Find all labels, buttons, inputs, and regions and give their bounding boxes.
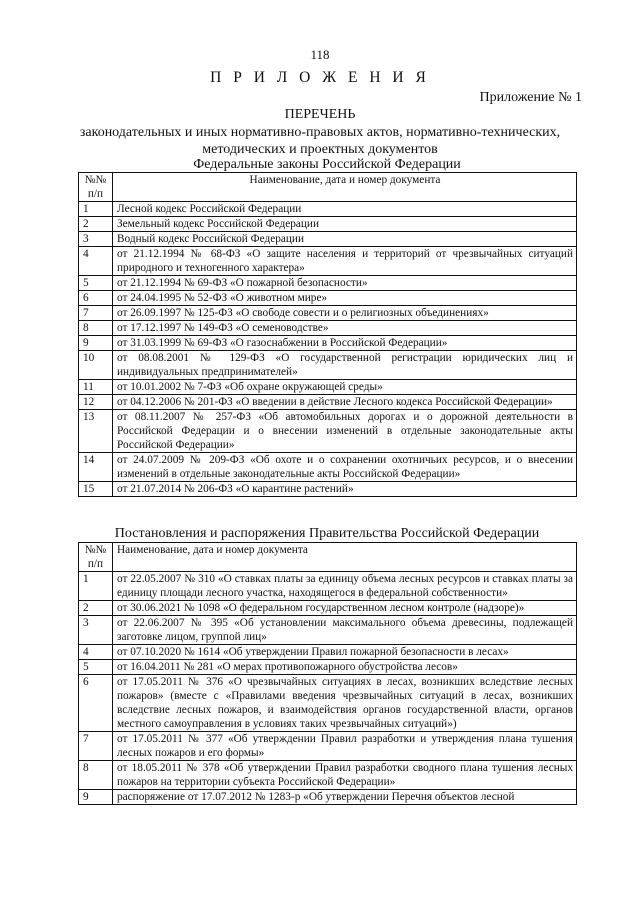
government-resolutions-heading: Постановления и распоряжения Правительства Российской Федерации [114, 526, 540, 541]
row-number: 4 [79, 247, 113, 276]
table-row [79, 732, 577, 761]
table-row [79, 645, 577, 660]
table-row [79, 790, 577, 805]
appendices-title: П Р И Л О Ж Е Н И Я [210, 69, 430, 86]
table-row [79, 572, 577, 601]
table-row [79, 395, 577, 410]
document-name: от 04.12.2006 № 201-ФЗ «О введении в действие Лесного кодекса Российской Федерации» [113, 395, 577, 410]
list-subtitle: законодательных и иных нормативно-правовых актов, нормативно-технических, методических и проектных документов [79, 125, 561, 157]
row-number: 9 [79, 790, 113, 805]
row-number: 11 [79, 380, 113, 395]
row-number: 3 [79, 232, 113, 247]
page-number: 118 [310, 47, 330, 62]
document-name: от 24.07.2009 № 209-ФЗ «Об охоте и о сохранении охотничьих ресурсов, и о внесении изменений в отдельные законодательные акты Российской Федерации» [113, 453, 577, 482]
row-number: 9 [79, 336, 113, 351]
table-row [79, 410, 577, 453]
row-number: 5 [79, 660, 113, 675]
row-number: 1 [79, 572, 113, 601]
document-name: от 22.05.2007 № 310 «О ставках платы за единицу объема лесных ресурсов и ставках платы за единицу площади лесного участка, находящегося в федеральной собственности» [113, 572, 577, 601]
document-name: от 22.06.2007 № 395 «Об установлении максимального объема древесины, подлежащей заготовке лицом, группой лиц» [113, 616, 577, 645]
column-header-number: №№ п/п [79, 173, 113, 202]
document-name: от 07.10.2020 № 1614 «Об утверждении Правил пожарной безопасности в лесах» [113, 645, 577, 660]
table-row [79, 601, 577, 616]
row-number: 7 [79, 732, 113, 761]
table-row [79, 336, 577, 351]
table-row [79, 675, 577, 732]
table-row [79, 616, 577, 645]
row-number: 1 [79, 202, 113, 217]
table-header-row [79, 543, 577, 572]
document-name: распоряжение от 17.07.2012 № 1283-р «Об утверждении Перечня объектов лесной [113, 790, 577, 805]
column-header-name: Наименование, дата и номер документа [113, 543, 577, 572]
document-name: от 18.05.2011 № 378 «Об утверждении Правил разработки сводного плана тушения лесных пожаров на территории субъекта Российской Федерации» [113, 761, 577, 790]
federal-laws-rows [79, 202, 577, 497]
column-header-name: Наименование, дата и номер документа [113, 173, 577, 202]
table-row [79, 660, 577, 675]
table-row [79, 380, 577, 395]
row-number: 12 [79, 395, 113, 410]
row-number: 8 [79, 321, 113, 336]
table-row [79, 761, 577, 790]
federal-laws-heading: Федеральные законы Российской Федерации [193, 157, 461, 172]
table-row [79, 202, 577, 217]
federal-laws-table [78, 172, 577, 497]
document-name: от 08.08.2001 № 129-ФЗ «О государственной регистрации юридических лиц и индивидуальных предпринимателей» [113, 351, 577, 380]
table-row [79, 351, 577, 380]
row-number: 6 [79, 675, 113, 732]
document-name: от 24.04.1995 № 52-ФЗ «О животном мире» [113, 291, 577, 306]
row-number: 3 [79, 616, 113, 645]
table-row [79, 321, 577, 336]
document-name: от 17.12.1997 № 149-ФЗ «О семеноводстве» [113, 321, 577, 336]
document-name: от 10.01.2002 № 7-ФЗ «Об охране окружающей среды» [113, 380, 577, 395]
table-row [79, 306, 577, 321]
document-name: Земельный кодекс Российской Федерации [113, 217, 577, 232]
document-name: от 21.12.1994 № 69-ФЗ «О пожарной безопасности» [113, 276, 577, 291]
document-name: от 26.09.1997 № 125-ФЗ «О свободе совести и о религиозных объединениях» [113, 306, 577, 321]
table-row [79, 217, 577, 232]
table-row [79, 276, 577, 291]
row-number: 7 [79, 306, 113, 321]
table-row [79, 291, 577, 306]
table-row [79, 247, 577, 276]
row-number: 2 [79, 601, 113, 616]
row-number: 6 [79, 291, 113, 306]
row-number: 13 [79, 410, 113, 453]
document-name: от 31.03.1999 № 69-ФЗ «О газоснабжении в Российской Федерации» [113, 336, 577, 351]
document-name: от 17.05.2011 № 376 «О чрезвычайных ситуациях в лесах, возникших вследствие лесных пожаров» (вместе с «Правилами введения чрезвычайных ситуаций в лесах, возникших вследствие лесных пожаров, и взаимодействия органов государственной власти, органов местного самоуправления в условиях таких чрезвычайных ситуаций») [113, 675, 577, 732]
document-name: от 17.05.2011 № 377 «Об утверждении Правил разработки и утверждения плана тушения лесных пожаров и его формы» [113, 732, 577, 761]
table-row [79, 453, 577, 482]
row-number: 10 [79, 351, 113, 380]
table-row [79, 482, 577, 497]
document-name: от 30.06.2021 № 1098 «О федеральном государственном лесном контроле (надзоре)» [113, 601, 577, 616]
document-name: Водный кодекс Российской Федерации [113, 232, 577, 247]
document-name: от 08.11.2007 № 257-ФЗ «Об автомобильных дорогах и о дорожной деятельности в Российской Федерации и о внесении изменений в отдельные законодательные акты Российской Федерации» [113, 410, 577, 453]
government-resolutions-rows [79, 572, 577, 805]
document-name: от 21.07.2014 № 206-ФЗ «О карантине растений» [113, 482, 577, 497]
document-name: от 16.04.2011 № 281 «О мерах противопожарного обустройства лесов» [113, 660, 577, 675]
row-number: 4 [79, 645, 113, 660]
row-number: 8 [79, 761, 113, 790]
list-title: ПЕРЕЧЕНЬ [284, 107, 356, 122]
row-number: 5 [79, 276, 113, 291]
row-number: 15 [79, 482, 113, 497]
document-name: Лесной кодекс Российской Федерации [113, 202, 577, 217]
table-row [79, 232, 577, 247]
table-header-row [79, 173, 577, 202]
appendix-label: Приложение № 1 [479, 90, 582, 105]
government-resolutions-table [78, 542, 577, 805]
row-number: 14 [79, 453, 113, 482]
document-name: от 21.12.1994 № 68-ФЗ «О защите населения и территорий от чрезвычайных ситуаций природного и техногенного характера» [113, 247, 577, 276]
column-header-number: №№ п/п [79, 543, 113, 572]
row-number: 2 [79, 217, 113, 232]
